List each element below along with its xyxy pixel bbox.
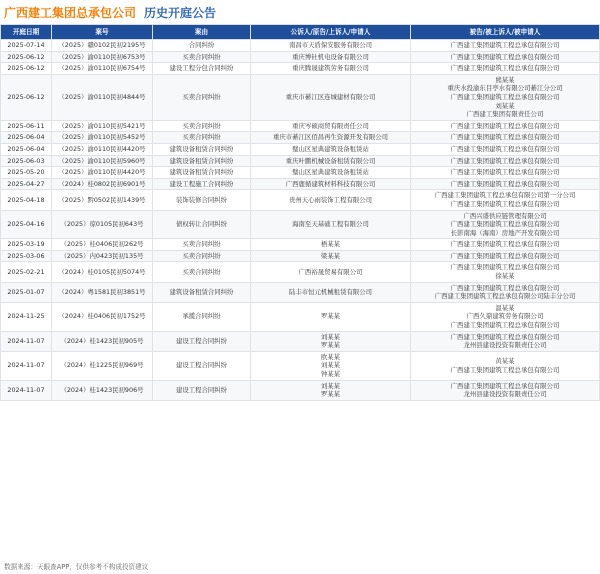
defendant-cell: [411, 302, 600, 331]
plaintiff-name: 梧某某: [320, 240, 341, 249]
plaintiff-name: 罗某某: [320, 341, 341, 350]
defendant-cell: [411, 239, 600, 251]
plaintiff-cell: [251, 63, 411, 75]
plaintiff-cell: [251, 380, 411, 400]
plaintiff-name: 广西鹿循建筑材料科技有限公司: [285, 179, 376, 188]
plaintiff-cell: [251, 132, 411, 144]
hearing-date-cell: 2024-11-07: [1, 331, 52, 351]
hearing-date-cell: 2025-06-04: [1, 143, 52, 155]
defendant-name: 广西建工集团建筑工程总承包有限公司: [450, 220, 560, 229]
case-number-cell: （2024）桂0105民初5074号: [52, 262, 153, 282]
case-number-cell: （2024）粤1581民初3851号: [52, 282, 153, 302]
hearing-date-cell: 2024-11-07: [1, 380, 52, 400]
defendant-name: 黄某某: [495, 357, 515, 366]
table-row: [1, 63, 600, 75]
hearing-date-cell: 2025-06-12: [1, 51, 52, 63]
case-number-cell: （2024）桂1225民初969号: [52, 351, 153, 380]
defendant-cell: [411, 190, 600, 210]
defendant-name: 广西建工集团建筑工程总承包有限公司: [450, 52, 560, 61]
defendant-name: 广西建工集团建筑工程总承包有限公司: [450, 321, 560, 330]
defendant-name: 温某某: [495, 303, 515, 312]
table-row: [1, 239, 600, 251]
defendant-name: 广西建工集团建筑工程总承包有限公司: [450, 168, 560, 177]
hearing-date-cell: 2025-06-03: [1, 155, 52, 167]
plaintiff-cell: [251, 210, 411, 239]
plaintiff-cell: [251, 190, 411, 210]
hearing-date-cell: 2025-06-11: [1, 120, 52, 132]
defendant-cell: [411, 210, 600, 239]
plaintiff-name: 重庆市綦江区佰昌再生资源开发有限公司: [272, 133, 389, 142]
defendant-name: 广西建工集团建筑工程总承包有限公司: [450, 283, 560, 292]
case-number-cell: （2025）渝0110民初5452号: [52, 132, 153, 144]
case-cause-cell: 装饰装修合同纠纷: [153, 190, 251, 210]
column-header-case-no: 案号: [52, 25, 153, 40]
plaintiff-name: 广西裕晟贸易有限公司: [298, 267, 363, 276]
defendant-name: 广西建工集团建筑工程总承包有限公司: [450, 263, 560, 272]
case-cause-cell: 承揽合同纠纷: [153, 302, 251, 331]
plaintiff-cell: [251, 155, 411, 167]
plaintiff-name: 罗某某: [320, 312, 341, 321]
hearing-date-cell: 2025-05-20: [1, 167, 52, 179]
hearing-date-cell: 2025-06-12: [1, 63, 52, 75]
defendant-cell: [411, 331, 600, 351]
defendant-cell: [411, 63, 600, 75]
case-cause-cell: 买卖合同纠纷: [153, 132, 251, 144]
plaintiff-name: 贵州天心雨装饰工程有限公司: [288, 195, 373, 204]
defendant-name: 广西建工集团建筑工程总承包有限公司: [450, 156, 560, 165]
case-number-cell: （2025）内0423民初135号: [52, 250, 153, 262]
header: [0, 0, 600, 24]
case-number-cell: （2025）渝0110民初5960号: [52, 155, 153, 167]
plaintiff-name: 璧山区星典建筑设备租赁站: [292, 168, 369, 177]
hearing-date-cell: 2025-02-21: [1, 262, 52, 282]
defendant-name: 广西建工集团建筑工程总承包有限公司第一分公司: [434, 191, 576, 200]
case-cause-cell: 建筑设备租赁合同纠纷: [153, 155, 251, 167]
plaintiff-name: 刘某某: [320, 361, 341, 370]
plaintiff-cell: [251, 250, 411, 262]
defendant-name: 广西建工集团建筑工程总承包有限公司陆丰分公司: [434, 292, 576, 301]
case-number-cell: （2025）黔0502民初1439号: [52, 190, 153, 210]
defendant-cell: [411, 178, 600, 190]
defendant-name: 广西建工集团建筑工程总承包有限公司: [450, 121, 560, 130]
plaintiff-name: 刘某某: [320, 381, 341, 390]
column-header-date: 开庭日期: [1, 25, 52, 40]
table-row: [1, 178, 600, 190]
case-cause-cell: 建设工程合同纠纷: [153, 331, 251, 351]
hearing-date-cell: 2025-06-04: [1, 132, 52, 144]
hearing-date-cell: 2025-03-19: [1, 239, 52, 251]
defendant-name: 广西建工集团建筑工程总承包有限公司: [450, 240, 560, 249]
table-row: [1, 143, 600, 155]
case-number-cell: （2025）渝0110民初4420号: [52, 167, 153, 179]
company-name: 广西建工集团总承包公司: [4, 5, 137, 20]
case-cause-cell: 建筑设备租赁合同纠纷: [153, 282, 251, 302]
plaintiff-name: 重庆博钍机电设备有限公司: [292, 52, 369, 61]
defendant-cell: [411, 74, 600, 120]
case-cause-cell: 建设工程施工合同纠纷: [153, 178, 251, 190]
plaintiff-cell: [251, 143, 411, 155]
plaintiff-name: 梁某某: [320, 251, 341, 260]
defendant-name: 刘某某: [495, 101, 515, 110]
table-row: [1, 74, 600, 120]
defendant-name: 广西建工集团建筑工程总承包有限公司: [450, 365, 560, 374]
plaintiff-cell: [251, 239, 411, 251]
defendant-cell: [411, 167, 600, 179]
case-number-cell: （2024）桂0406民初1752号: [52, 302, 153, 331]
defendant-name: 广西兴盛供应链管理有限公司: [463, 211, 547, 220]
plaintiff-cell: [251, 167, 411, 179]
defendant-name: 广西建工集团建筑工程总承包有限公司: [450, 64, 560, 73]
plaintiff-cell: [251, 331, 411, 351]
hearing-date-cell: 2024-11-07: [1, 351, 52, 380]
page-title: 历史开庭公告: [144, 5, 217, 20]
table-row: [1, 210, 600, 239]
case-cause-cell: 买卖合同纠纷: [153, 120, 251, 132]
defendant-name: 广西建工集团建筑工程总承包有限公司: [450, 179, 560, 188]
case-number-cell: （2025）渝0110民初6754号: [52, 63, 153, 75]
table-row: [1, 282, 600, 302]
case-number-cell: （2024）桂1423民初905号: [52, 331, 153, 351]
case-number-cell: （2024）桂1423民初906号: [52, 380, 153, 400]
plaintiff-cell: [251, 262, 411, 282]
plaintiff-name: 重庆腾晟建筑劳务有限公司: [292, 64, 369, 73]
defendant-name: 广西建工集团建筑工程总承包有限公司: [450, 251, 560, 260]
case-cause-cell: 买卖合同纠纷: [153, 74, 251, 120]
defendant-cell: [411, 351, 600, 380]
table-header-row: [1, 25, 600, 40]
defendant-name: 熊某某: [495, 75, 515, 84]
case-number-cell: （2025）渝0110民初4844号: [52, 74, 153, 120]
defendant-name: 广西建工集团建筑工程总承包有限公司: [450, 144, 560, 153]
defendant-cell: [411, 155, 600, 167]
plaintiff-name: 璧山区星典建筑设备租赁站: [292, 144, 369, 153]
case-number-cell: （2025）渝0110民初4420号: [52, 143, 153, 155]
case-cause-cell: 建筑设备租赁合同纠纷: [153, 167, 251, 179]
plaintiff-cell: [251, 74, 411, 120]
defendant-name: 广西建工集团建筑工程总承包有限公司: [450, 381, 560, 390]
table-row: [1, 302, 600, 331]
defendant-name: 广西建工集团建筑工程总承包有限公司: [450, 133, 560, 142]
case-cause-cell: 买卖合同纠纷: [153, 239, 251, 251]
defendant-cell: [411, 51, 600, 63]
footer-source-note: 数据来源：天眼查APP，仅供参考不构成投资建议: [4, 563, 149, 571]
defendant-name: 重庆水投渝东目亭水有限公司綦江分公司: [447, 84, 563, 93]
plaintiff-name: 重庆叶鹏机械设备租赁有限公司: [285, 156, 376, 165]
plaintiff-name: 重庆市綦江区连城建材有限公司: [285, 92, 376, 101]
plaintiff-name: 南昌市天盾保安服务有限公司: [288, 41, 373, 49]
plaintiff-cell: [251, 120, 411, 132]
plaintiff-cell: [251, 282, 411, 302]
defendant-name: 广西建工集团建筑工程总承包有限公司: [450, 41, 560, 49]
plaintiff-name: 罗某某: [320, 390, 341, 399]
case-cause-cell: 买卖合同纠纷: [153, 51, 251, 63]
plaintiff-cell: [251, 351, 411, 380]
table-row: [1, 155, 600, 167]
defendant-cell: [411, 380, 600, 400]
case-cause-cell: 建筑设备租赁合同纠纷: [153, 143, 251, 155]
table-row: [1, 190, 600, 210]
plaintiff-cell: [251, 302, 411, 331]
defendant-cell: [411, 143, 600, 155]
plaintiff-cell: [251, 178, 411, 190]
table-row: [1, 351, 600, 380]
case-cause-cell: 债权转让合同纠纷: [153, 210, 251, 239]
table-row: [1, 331, 600, 351]
plaintiff-name: 欧某某: [320, 352, 341, 361]
defendant-cell: [411, 40, 600, 52]
plaintiff-name: 刘某某: [320, 332, 341, 341]
case-number-cell: （2025）渝0110民初6753号: [52, 51, 153, 63]
table-row: [1, 167, 600, 179]
case-number-cell: （2025）赣0102民初2195号: [52, 40, 153, 52]
case-number-cell: （2025）桂0406民初262号: [52, 239, 153, 251]
case-cause-cell: 建设工程分包合同纠纷: [153, 63, 251, 75]
court-announcements-table: [0, 24, 600, 401]
defendant-name: 广西建工集团建筑工程总承包有限公司: [450, 92, 560, 101]
case-cause-cell: 买卖合同纠纷: [153, 262, 251, 282]
hearing-date-cell: 2025-04-18: [1, 190, 52, 210]
hearing-date-cell: 2025-04-27: [1, 178, 52, 190]
hearing-date-cell: 2024-11-25: [1, 302, 52, 331]
table-row: [1, 40, 600, 52]
case-cause-cell: 建设工程合同纠纷: [153, 351, 251, 380]
defendant-name: 广西建工集团建筑工程总承包有限公司: [450, 199, 560, 208]
defendant-cell: [411, 250, 600, 262]
table-row: [1, 120, 600, 132]
plaintiff-cell: [251, 51, 411, 63]
hearing-date-cell: 2025-06-12: [1, 74, 52, 120]
plaintiff-name: 钟某某: [320, 370, 341, 378]
table-row: [1, 132, 600, 144]
defendant-name: 龙州县建设投资有限责任公司: [463, 341, 547, 350]
defendant-name: 广西建工集团有限责任公司: [466, 110, 544, 119]
table-row: [1, 250, 600, 262]
defendant-name: 龙州县建设投资有限责任公司: [463, 390, 547, 399]
defendant-cell: [411, 282, 600, 302]
table-row: [1, 262, 600, 282]
defendant-name: 长影南海（海南）房地产开发有限公司: [450, 228, 560, 237]
case-cause-cell: 建设工程合同纠纷: [153, 380, 251, 400]
plaintiff-name: 海南至天基础工程有限公司: [292, 220, 369, 229]
hearing-date-cell: 2025-01-07: [1, 282, 52, 302]
defendant-name: 广西久鼎建筑劳务有限公司: [466, 312, 544, 321]
plaintiff-name: 陆丰市恒元机械租赁有限公司: [288, 287, 373, 296]
defendant-cell: [411, 132, 600, 144]
defendant-name: 广西建工集团建筑工程总承包有限公司: [450, 332, 560, 341]
column-header-defendants: 被告/被上诉人/被申请人: [411, 25, 600, 40]
case-number-cell: （2025）琼0105民初643号: [52, 210, 153, 239]
case-number-cell: （2024）桂0802民初6901号: [52, 178, 153, 190]
plaintiff-cell: [251, 40, 411, 52]
defendant-cell: [411, 262, 600, 282]
hearing-date-cell: 2025-04-16: [1, 210, 52, 239]
table-row: [1, 51, 600, 63]
column-header-cause: 案由: [153, 25, 251, 40]
defendant-cell: [411, 120, 600, 132]
plaintiff-name: 重庆岑硕商贸有限责任公司: [292, 121, 369, 130]
case-cause-cell: 合同纠纷: [153, 40, 251, 52]
hearing-date-cell: 2025-03-06: [1, 250, 52, 262]
case-cause-cell: 买卖合同纠纷: [153, 250, 251, 262]
column-header-plaintiffs: 公诉人/原告/上诉人/申请人: [251, 25, 411, 40]
hearing-date-cell: 2025-07-14: [1, 40, 52, 52]
case-number-cell: （2025）渝0110民初5421号: [52, 120, 153, 132]
table-row: [1, 380, 600, 400]
defendant-name: 徐某某: [495, 272, 515, 281]
